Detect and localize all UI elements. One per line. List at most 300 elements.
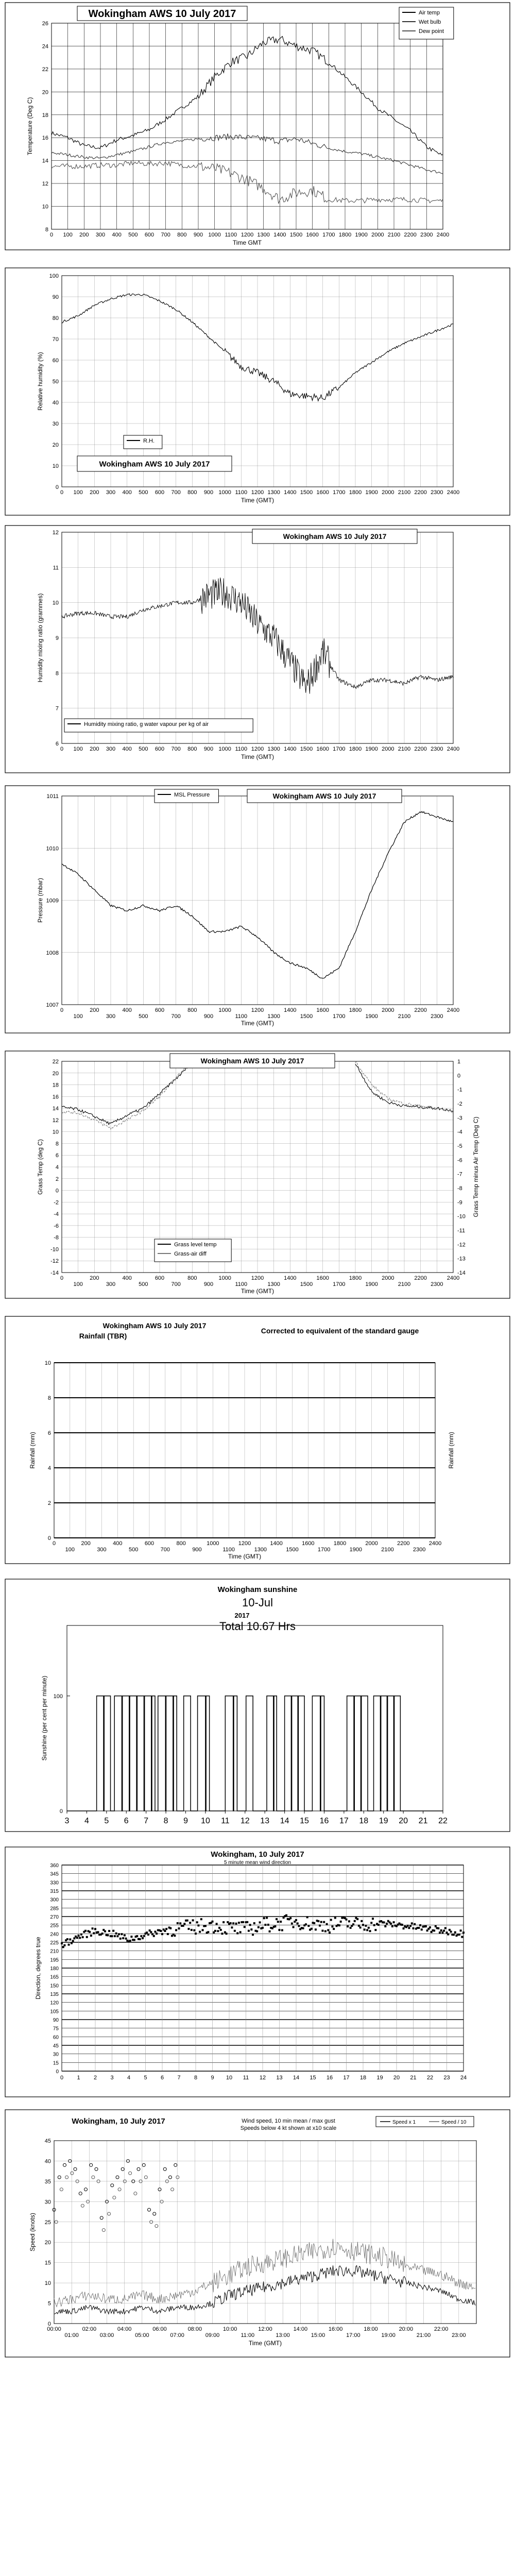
y-tick-label: 7 (55, 705, 59, 712)
x-tick-label: 800 (176, 1540, 186, 1547)
x-tick-label: 11 (221, 1817, 230, 1825)
x-tick-label: 800 (187, 1007, 197, 1013)
x-tick-label: 1700 (333, 746, 346, 752)
x-tick-label: 8 (163, 1817, 168, 1825)
data-point (183, 1923, 185, 1925)
data-point (221, 1933, 223, 1935)
data-point (413, 1927, 415, 1929)
x-tick-label: 1500 (289, 232, 303, 238)
data-point (63, 1944, 65, 1946)
x-tick-label: 400 (122, 1007, 132, 1013)
y-tick-label: 40 (52, 400, 59, 406)
x-tick-label: 1800 (349, 1275, 362, 1281)
x-tick-label: 22 (426, 2075, 434, 2081)
y2-tick-label: -13 (457, 1256, 466, 1262)
data-point (111, 1935, 113, 1937)
x-tick-label: 1600 (302, 1540, 315, 1547)
x-tick-label: 2400 (428, 1540, 442, 1547)
data-point (297, 1922, 299, 1924)
x-tick-label: 900 (193, 232, 203, 238)
y-tick-label: 15 (44, 2260, 51, 2266)
y-tick-label: 315 (50, 1889, 59, 1894)
data-point (179, 1922, 181, 1924)
y-tick-label: 35 (44, 2178, 51, 2185)
data-point (280, 1921, 282, 1923)
x-tick-label: 1700 (333, 1281, 346, 1287)
chart-total: Total 10.67 Hrs (219, 1620, 296, 1633)
x-tick-label: 2300 (431, 746, 443, 752)
data-point (200, 1918, 202, 1920)
y-axis-label: Direction, degrees true (35, 1937, 42, 1999)
y-tick-label: 1010 (46, 845, 59, 852)
data-point (72, 1940, 74, 1942)
chart-frame (5, 2110, 510, 2357)
y2-tick-label: -1 (457, 1087, 462, 1093)
y-tick-label: 100 (53, 1693, 63, 1700)
data-point (285, 1914, 287, 1917)
y-axis-label: Pressure (mbar) (37, 878, 44, 923)
data-point (94, 1928, 96, 1930)
y-tick-label: 240 (50, 1931, 59, 1938)
x-tick-label: 800 (187, 746, 197, 752)
x-tick-label: 5 (104, 1817, 109, 1825)
data-point (153, 1935, 155, 1937)
data-point (372, 1918, 374, 1920)
legend-label: Speed / 10 (441, 2120, 467, 2125)
data-point (305, 1923, 307, 1925)
x-tick-label: 600 (154, 489, 165, 496)
y-tick-label: 20 (52, 1070, 59, 1077)
data-point (165, 1928, 167, 1930)
legend-label: MSL Pressure (174, 792, 210, 798)
y-tick-label: -8 (54, 1234, 59, 1241)
x-tick-label: 100 (63, 232, 73, 238)
y-tick-label: 70 (52, 336, 59, 343)
y-tick-label: 300 (50, 1897, 59, 1903)
x-tick-label: 10 (201, 1817, 210, 1825)
data-point (323, 1921, 325, 1923)
x-tick-label: 1900 (365, 1013, 378, 1020)
x-tick-label: 4 (127, 2075, 131, 2081)
x-tick-label: 700 (171, 1013, 181, 1020)
data-point (384, 1925, 386, 1927)
y-tick-label: -14 (50, 1270, 59, 1276)
y2-axis-label: Grass Temp minus Air Temp (Deg C) (472, 1116, 479, 1217)
x-tick-label: 1000 (207, 1540, 219, 1547)
data-point (440, 1929, 442, 1931)
x-tick-label: 2100 (387, 232, 401, 238)
x-tick-label: 1400 (284, 746, 297, 752)
x-tick-label: 600 (154, 1007, 165, 1013)
x-tick-label: 2200 (404, 232, 417, 238)
x-tick-label: 1600 (306, 232, 319, 238)
data-point (334, 1917, 336, 1919)
y-tick-label: 105 (50, 2009, 59, 2015)
y-tick-label: 8 (55, 1141, 59, 1147)
data-point (116, 1935, 118, 1937)
legend-label: Humidity mixing ratio, g water vapour per kg of air (84, 721, 209, 727)
data-point (207, 1931, 209, 1933)
y2-tick-label: 1 (457, 1059, 461, 1065)
y-tick-label: 0 (47, 2321, 51, 2327)
x-axis-label: Time GMT (232, 239, 262, 246)
x-tick-label: 2200 (414, 489, 427, 496)
chart-subtitle: 5 minute mean wind direction (224, 1860, 291, 1866)
x-tick-label: 24 (460, 2075, 467, 2081)
x-tick-label: 500 (139, 489, 148, 496)
data-point (276, 1918, 278, 1920)
x-tick-label: 3 (64, 1817, 70, 1825)
data-point (196, 1921, 198, 1923)
data-point (235, 1923, 237, 1925)
data-point (175, 1929, 177, 1931)
data-point (253, 1922, 255, 1924)
legend-label: Dew point (419, 28, 444, 35)
data-point (195, 1933, 197, 1935)
x-tick-label: 2200 (414, 1275, 427, 1281)
x-tick-label: 700 (171, 1281, 181, 1287)
x-tick-label: 200 (90, 1275, 99, 1281)
data-point (360, 1920, 363, 1922)
x-tick-label: 1500 (300, 1013, 313, 1020)
humidity-chart (0, 265, 515, 518)
y-tick-label: 18 (52, 1082, 59, 1089)
data-point (238, 1922, 240, 1924)
data-point (259, 1921, 261, 1923)
data-point (277, 1921, 279, 1923)
y2-tick-label: -10 (457, 1213, 466, 1220)
data-point (197, 1924, 199, 1926)
x-tick-label: 22:00 (434, 2326, 449, 2332)
x-tick-label: 02:00 (82, 2326, 97, 2332)
data-point (421, 1928, 423, 1930)
x-tick-label: 2 (93, 2075, 97, 2081)
x-tick-label: 09:00 (205, 2332, 220, 2338)
x-tick-label: 1100 (235, 746, 248, 752)
y-tick-label: 8 (45, 227, 48, 233)
x-tick-label: 1100 (225, 232, 237, 238)
x-tick-label: 16 (326, 2075, 333, 2081)
chart-annotation: Corrected to equivalent of the standard gauge (261, 1327, 419, 1335)
data-point (315, 1928, 317, 1930)
x-tick-label: 19 (376, 2075, 383, 2081)
data-point (356, 1918, 358, 1920)
x-tick-label: 1000 (208, 232, 221, 238)
y-tick-label: 45 (53, 2043, 59, 2049)
y-tick-label: -2 (54, 1199, 59, 1206)
x-tick-label: 0 (60, 489, 64, 496)
data-point (112, 1930, 114, 1932)
y2-tick-label: -5 (457, 1143, 462, 1149)
y-tick-label: 5 (47, 2300, 51, 2307)
x-tick-label: 400 (112, 232, 122, 238)
x-tick-label: 14:00 (293, 2326, 308, 2332)
chart-frame (5, 3, 510, 250)
y-tick-label: 180 (50, 1966, 59, 1972)
y-tick-label: 1008 (46, 950, 59, 956)
data-point (164, 1930, 166, 1932)
data-point (414, 1923, 416, 1925)
data-point (73, 1937, 75, 1939)
y-tick-label: 255 (50, 1923, 59, 1929)
y-tick-label: 285 (50, 1906, 59, 1912)
data-point (462, 1931, 465, 1934)
data-point (369, 1930, 371, 1932)
x-tick-label: 17:00 (346, 2332, 360, 2338)
data-point (326, 1923, 328, 1925)
y-tick-label: 1009 (46, 897, 59, 904)
data-point (151, 1933, 153, 1935)
x-tick-label: 600 (154, 746, 165, 752)
y-tick-label: 20 (42, 89, 48, 96)
data-point (450, 1930, 452, 1933)
data-point (122, 1937, 124, 1939)
chart-title: Wokingham sunshine (217, 1585, 298, 1594)
x-tick-label: 7 (144, 1817, 149, 1825)
x-tick-label: 2300 (431, 1013, 443, 1020)
y-tick-label: 50 (52, 379, 59, 385)
x-tick-label: 1600 (316, 1007, 329, 1013)
data-point (331, 1925, 333, 1927)
data-point (124, 1934, 126, 1936)
y-tick-label: 195 (50, 1957, 59, 1963)
y-tick-label: 10 (44, 1360, 51, 1366)
x-tick-label: 15 (300, 1817, 309, 1825)
x-tick-label: 03:00 (99, 2332, 114, 2338)
x-tick-label: 10 (226, 2075, 233, 2081)
y-tick-label: 90 (52, 294, 59, 300)
data-point (230, 1922, 232, 1924)
x-tick-label: 900 (192, 1547, 202, 1553)
y-tick-label: 4 (47, 1465, 51, 1471)
data-point (329, 1931, 331, 1934)
x-tick-label: 21 (410, 2075, 417, 2081)
data-point (320, 1921, 322, 1923)
x-tick-label: 300 (106, 1281, 116, 1287)
data-point (313, 1922, 315, 1924)
legend-label: R.H. (143, 438, 154, 444)
data-point (258, 1926, 260, 1928)
y-tick-label: 0 (47, 1535, 51, 1541)
x-axis-label: Time (GMT) (241, 1287, 274, 1295)
x-tick-label: 2300 (431, 1281, 443, 1287)
data-point (89, 1931, 91, 1933)
y-tick-label: 4 (55, 1164, 59, 1171)
y-axis-label: Speed (knots) (29, 2213, 36, 2251)
x-tick-label: 1100 (235, 1013, 248, 1020)
chart-title: Wokingham AWS 10 July 2017 (88, 8, 236, 20)
x-tick-label: 2000 (382, 1007, 394, 1013)
data-point (119, 1938, 122, 1940)
x-tick-label: 15:00 (311, 2332, 325, 2338)
data-point (307, 1925, 310, 1927)
y-tick-label: 22 (52, 1059, 59, 1065)
y-tick-label: 135 (50, 1992, 59, 1997)
y-tick-label: 20 (44, 2240, 51, 2246)
data-point (377, 1924, 380, 1926)
x-tick-label: 200 (90, 489, 99, 496)
data-point (82, 1936, 84, 1938)
data-point (156, 1933, 158, 1935)
x-tick-label: 200 (90, 746, 99, 752)
data-point (133, 1939, 135, 1941)
data-point (267, 1924, 269, 1926)
x-tick-label: 700 (171, 489, 181, 496)
data-point (279, 1929, 281, 1931)
y-tick-label: 80 (52, 315, 59, 321)
x-tick-label: 2100 (398, 746, 411, 752)
data-point (216, 1923, 218, 1925)
x-tick-label: 20 (399, 1817, 408, 1825)
x-tick-label: 1300 (267, 746, 280, 752)
data-point (236, 1932, 238, 1934)
x-tick-label: 1700 (317, 1547, 331, 1553)
y-axis-label: Temperature (Deg C) (26, 97, 33, 156)
x-tick-label: 14 (280, 1817, 289, 1825)
x-tick-label: 2000 (382, 1275, 394, 1281)
y-axis-label: Sunshine (per cent per minute) (41, 1675, 48, 1761)
y-tick-label: 16 (42, 135, 48, 142)
x-tick-label: 0 (60, 1275, 64, 1281)
data-point (437, 1927, 439, 1929)
y-tick-label: -10 (50, 1246, 59, 1253)
x-axis-label: Time (GMT) (248, 2340, 282, 2347)
data-point (319, 1925, 321, 1927)
chart-year: 2017 (234, 1612, 250, 1619)
x-tick-label: 1200 (238, 1540, 251, 1547)
x-tick-label: 1400 (270, 1540, 283, 1547)
data-point (169, 1927, 171, 1929)
data-point (425, 1925, 427, 1927)
x-tick-label: 1900 (349, 1547, 363, 1553)
x-tick-label: 2000 (365, 1540, 378, 1547)
x-tick-label: 8 (194, 2075, 198, 2081)
data-point (142, 1937, 144, 1939)
x-tick-label: 11:00 (241, 2332, 255, 2338)
y-tick-label: 0 (55, 484, 59, 490)
data-point (186, 1920, 188, 1922)
data-point (302, 1927, 304, 1929)
data-point (264, 1924, 266, 1926)
data-point (281, 1929, 283, 1931)
y-tick-label: 90 (53, 2018, 59, 2023)
y-tick-label: -6 (54, 1223, 59, 1229)
wind-speed-chart (0, 2107, 515, 2360)
data-point (118, 1933, 120, 1935)
data-point (269, 1930, 271, 1933)
x-tick-label: 1200 (251, 1275, 264, 1281)
data-point (429, 1926, 431, 1928)
x-tick-label: 300 (106, 489, 116, 496)
x-tick-label: 12 (240, 1817, 250, 1825)
y-tick-label: 8 (55, 670, 59, 677)
x-tick-label: 1300 (267, 1281, 280, 1287)
x-tick-label: 23:00 (452, 2332, 466, 2338)
x-tick-label: 1900 (365, 489, 378, 496)
y-tick-label: 15 (53, 2060, 59, 2066)
x-tick-label: 21 (418, 1817, 428, 1825)
chart-subtitle: 10-Jul (242, 1596, 273, 1609)
data-point (78, 1935, 80, 1937)
temperature-chart (0, 0, 515, 252)
chart-subtitle: Wind speed, 10 min mean / max gust (242, 2118, 335, 2124)
x-tick-label: 22 (438, 1817, 448, 1825)
x-tick-label: 15 (310, 2075, 316, 2081)
data-point (289, 1917, 291, 1919)
data-point (204, 1925, 207, 1927)
data-point (441, 1931, 443, 1934)
x-tick-label: 9 (211, 2075, 214, 2081)
x-tick-label: 1700 (322, 232, 335, 238)
x-tick-label: 800 (177, 232, 187, 238)
data-point (252, 1934, 254, 1936)
y-tick-label: 6 (55, 1153, 59, 1159)
data-point (192, 1919, 194, 1921)
x-tick-label: 500 (139, 1013, 148, 1020)
y-tick-label: 10 (42, 204, 48, 210)
x-tick-label: 12 (259, 2075, 266, 2081)
y-tick-label: 40 (44, 2158, 51, 2165)
x-tick-label: 2300 (413, 1547, 426, 1553)
x-tick-label: 20:00 (399, 2326, 414, 2332)
y-tick-label: 6 (47, 1430, 51, 1436)
data-point (330, 1919, 332, 1921)
x-tick-label: 200 (79, 232, 89, 238)
legend-label: Grass-air diff (174, 1251, 207, 1257)
x-tick-label: 18 (359, 1817, 369, 1825)
x-tick-label: 2400 (447, 1275, 460, 1281)
data-point (160, 1930, 162, 1932)
x-tick-label: 2400 (447, 489, 460, 496)
data-point (461, 1936, 463, 1938)
x-tick-label: 1600 (316, 746, 329, 752)
data-point (333, 1928, 335, 1930)
y2-tick-label: -14 (457, 1270, 466, 1276)
data-point (161, 1933, 163, 1935)
data-point (69, 1938, 71, 1940)
chart-title: Wokingham, 10 July 2017 (211, 1850, 304, 1859)
data-point (317, 1920, 319, 1922)
y-tick-label: 165 (50, 1974, 59, 1980)
x-tick-label: 300 (106, 746, 116, 752)
x-tick-label: 1000 (218, 1275, 231, 1281)
y-axis-label: Relative humidity (%) (37, 352, 44, 411)
x-tick-label: 0 (49, 232, 54, 238)
x-tick-label: 700 (171, 746, 181, 752)
x-tick-label: 2300 (431, 489, 443, 496)
data-point (139, 1938, 141, 1940)
x-tick-label: 2400 (447, 1007, 460, 1013)
x-axis-label: Time (GMT) (241, 753, 274, 760)
x-tick-label: 600 (144, 1540, 154, 1547)
x-axis-label: Time (GMT) (241, 497, 274, 504)
data-point (93, 1932, 95, 1934)
data-point (368, 1927, 370, 1929)
x-tick-label: 500 (128, 1547, 139, 1553)
x-tick-label: 2100 (398, 1013, 411, 1020)
y-tick-label: 0 (59, 1808, 63, 1815)
x-tick-label: 1700 (333, 489, 346, 496)
x-tick-label: 0 (60, 746, 64, 752)
data-point (177, 1922, 179, 1924)
data-point (92, 1927, 94, 1929)
data-point (86, 1936, 88, 1938)
data-point (217, 1930, 219, 1932)
y2-tick-label: -9 (457, 1199, 462, 1206)
y-tick-label: 16 (52, 1094, 59, 1100)
y-tick-label: 45 (44, 2138, 51, 2144)
legend-label: Wet bulb (419, 19, 441, 25)
